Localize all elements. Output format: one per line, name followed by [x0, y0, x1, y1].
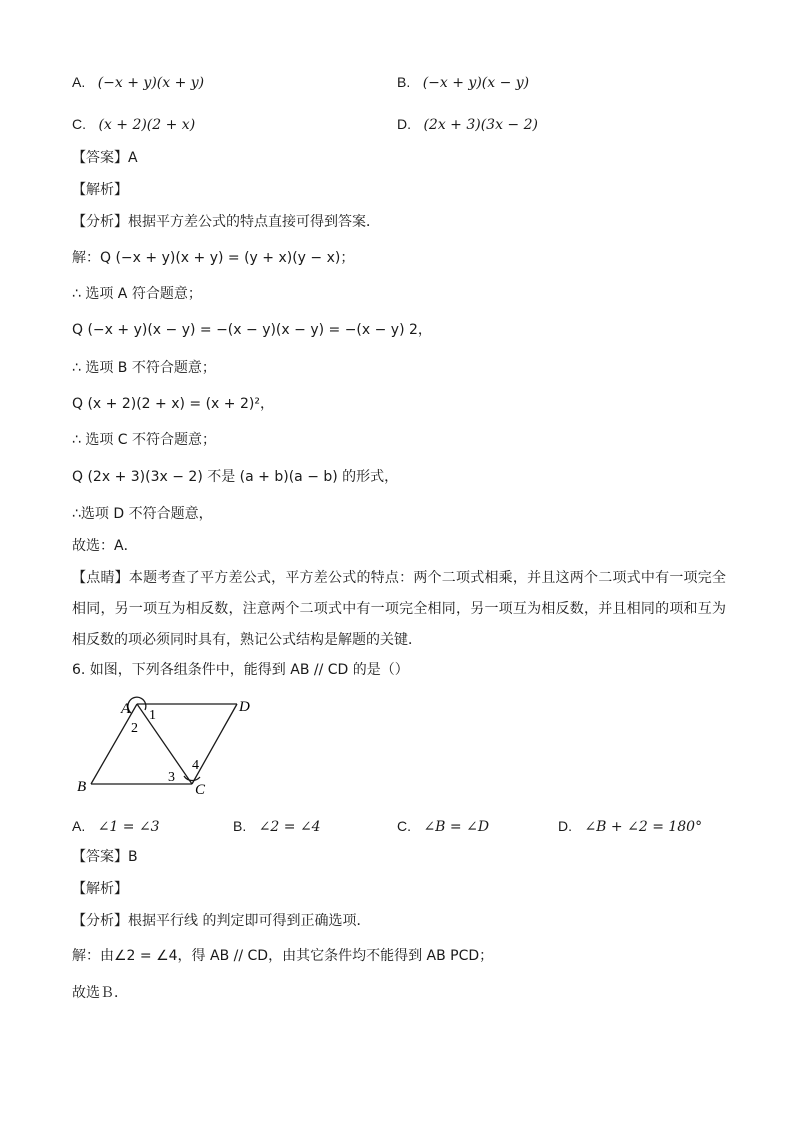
option-expression: ∠B = ∠D	[423, 819, 490, 835]
angle-label-3: 3	[168, 770, 175, 785]
q5-solution-line: ∴ 选项 A 符合题意；	[72, 286, 202, 302]
q5-comment: 【点睛】本题考查了平方差公式，平方差公式的特点：两个二项式相乘，并且这两个二项式中有一项完全相同，另一项互为相反数，注意两个二项式中有一项完全相同，另一项互为相反数，并且相同的项和互为相反数的项必须同时具有，熟记公式结构是解题的关键．	[72, 570, 726, 648]
vertex-label-a: A	[121, 701, 131, 717]
angle-label-1: 1	[149, 708, 156, 723]
q6-answer: 【答案】B	[72, 849, 138, 865]
diagonal-ac	[137, 704, 192, 784]
q5-solution-line: ∴选项 D 不符合题意，	[72, 506, 213, 522]
q6-option-c	[397, 816, 489, 837]
q5-solution-line: 故选：A．	[72, 538, 138, 554]
option-expression: ∠1 = ∠3	[97, 819, 160, 835]
vertex-label-d: D	[239, 699, 250, 715]
option-expression: (x + 2)(2 + x)	[98, 117, 196, 133]
vertex-label-b: B	[77, 779, 87, 795]
option-expression: ∠B + ∠2 = 180°	[584, 819, 703, 835]
option-label: D.	[558, 818, 572, 834]
q6-conclusion: 故选Ｂ．	[72, 985, 128, 1001]
q5-answer: 【答案】A	[72, 150, 138, 166]
q5-solution-line: ∴ 选项 C 不符合题意；	[72, 432, 217, 448]
q6-option-b	[233, 816, 321, 837]
q5-solution-line: Q (−x + y)(x − y) = −(x − y)(x − y) = −(x − y) 2，	[72, 322, 432, 338]
option-label: C.	[397, 818, 411, 834]
option-expression: (−x + y)(x + y)	[97, 75, 205, 91]
option-expression: (2x + 3)(3x − 2)	[423, 117, 538, 133]
q5-option-b	[397, 72, 529, 93]
option-label: B.	[233, 818, 247, 834]
q6-option-d	[558, 816, 702, 837]
q5-analysis-title: 【解析】	[72, 182, 128, 198]
q6-analysis: 【分析】根据平行线 的判定即可得到正确选项．	[72, 913, 371, 929]
vertex-label-c: C	[195, 782, 206, 798]
q5-solution-line: Q (2x + 3)(3x − 2) 不是 (a + b)(a − b) 的形式，	[72, 469, 399, 485]
q5-option-c	[72, 114, 195, 135]
q5-solution-line: 解：Q (−x + y)(x + y) = (y + x)(y − x)；	[72, 250, 355, 266]
q6-stem: 6. 如图，下列各组条件中，能得到 AB // CD 的是（）	[72, 662, 409, 678]
angle-label-4: 4	[192, 758, 199, 773]
q6-solution: 解：由∠2 = ∠4，得 AB // CD，由其它条件均不能得到 AB PCD；	[72, 948, 494, 964]
option-label: C.	[72, 116, 86, 132]
option-label: B.	[397, 74, 411, 90]
option-label: A.	[72, 74, 86, 90]
q5-analysis: 【分析】根据平方差公式的特点直接可得到答案．	[72, 214, 380, 230]
q5-solution-line: ∴ 选项 B 不符合题意；	[72, 360, 216, 376]
parallelogram-figure	[72, 693, 272, 803]
option-label: D.	[397, 116, 411, 132]
q5-solution-line: Q (x + 2)(2 + x) = (x + 2)²，	[72, 396, 274, 412]
q6-analysis-title: 【解析】	[72, 881, 128, 897]
q6-option-a	[72, 816, 160, 837]
option-label: A.	[72, 818, 86, 834]
angle-label-2: 2	[131, 721, 138, 736]
option-expression: (−x + y)(x − y)	[422, 75, 530, 91]
q5-option-d	[397, 114, 538, 135]
option-expression: ∠2 = ∠4	[258, 819, 321, 835]
q5-option-a	[72, 72, 204, 93]
